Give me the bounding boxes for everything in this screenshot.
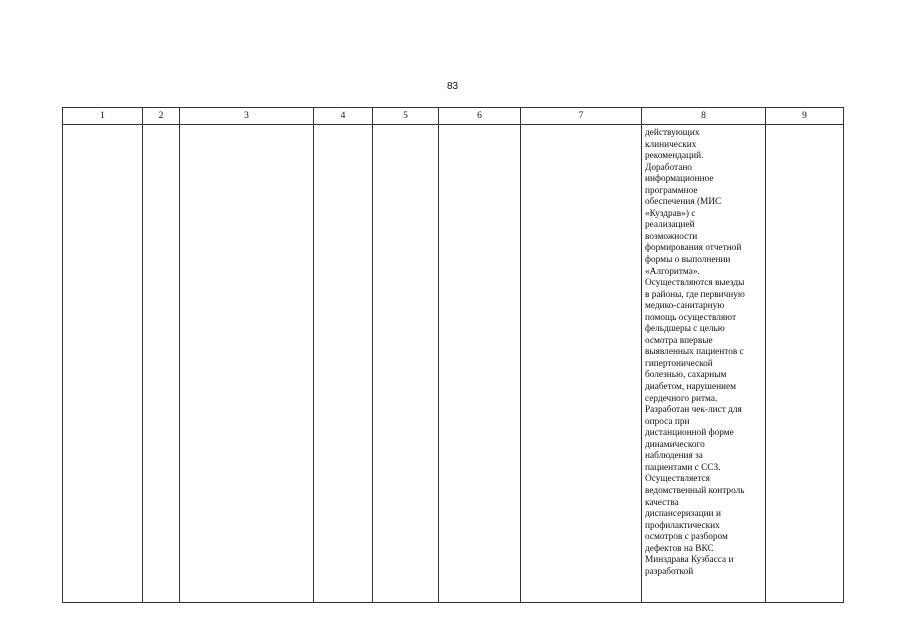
column-header-7: 7	[521, 108, 642, 125]
table-cell-col2	[143, 125, 180, 603]
cell-text-col1	[63, 125, 142, 128]
data-table	[62, 107, 844, 603]
page-number: 83	[446, 81, 459, 92]
cell-text-col3	[180, 125, 313, 128]
column-header-9: 9	[766, 108, 844, 125]
table-cell-col5	[373, 125, 439, 603]
table-cell-col7	[521, 125, 642, 603]
column-header-5: 5	[373, 108, 439, 125]
cell-text-col2	[143, 125, 179, 128]
table-cell-col1	[63, 125, 143, 603]
column-header-3: 3	[180, 108, 314, 125]
cell-text-col8: действующих клинических рекомендаций. Доработано информационное программное обеспечения (МИС «Куздрав») с реализацией возможности формирования отчетной формы о выполнении «Алгоритма». Осуществляются выезды в районы, где первичную медико-санитарную помощь осуществляют фельдшеры с целью осмотра впервые выявленных пациентов с гипертонической болезнью, сахарным диабетом, нарушением сердечного ритма. Разработан чек-лист для опроса при дистанционной форме динамического наблюдения за пациентами с ССЗ. Осуществляется ведомственный контроль качества диспансеризации и профилактических осмотров с разбором дефектов на ВКС Минздрава Кузбасса и разработкой	[645, 128, 745, 577]
table-row	[63, 125, 844, 603]
table-cell-col3	[180, 125, 314, 603]
table-header-row	[63, 108, 844, 125]
column-header-6: 6	[439, 108, 521, 125]
column-header-4: 4	[314, 108, 373, 125]
cell-text-col7	[521, 125, 641, 128]
cell-text-col9	[766, 125, 843, 128]
table-cell-col8	[642, 125, 766, 603]
column-header-2: 2	[143, 108, 180, 125]
cell-text-col5	[373, 125, 438, 128]
column-header-8: 8	[642, 108, 766, 125]
column-header-1: 1	[63, 108, 143, 125]
cell-text-col6	[439, 125, 520, 128]
table-cell-col9	[766, 125, 844, 603]
table-cell-col6	[439, 125, 521, 603]
cell-text-col4	[314, 125, 372, 128]
table-cell-col4	[314, 125, 373, 603]
